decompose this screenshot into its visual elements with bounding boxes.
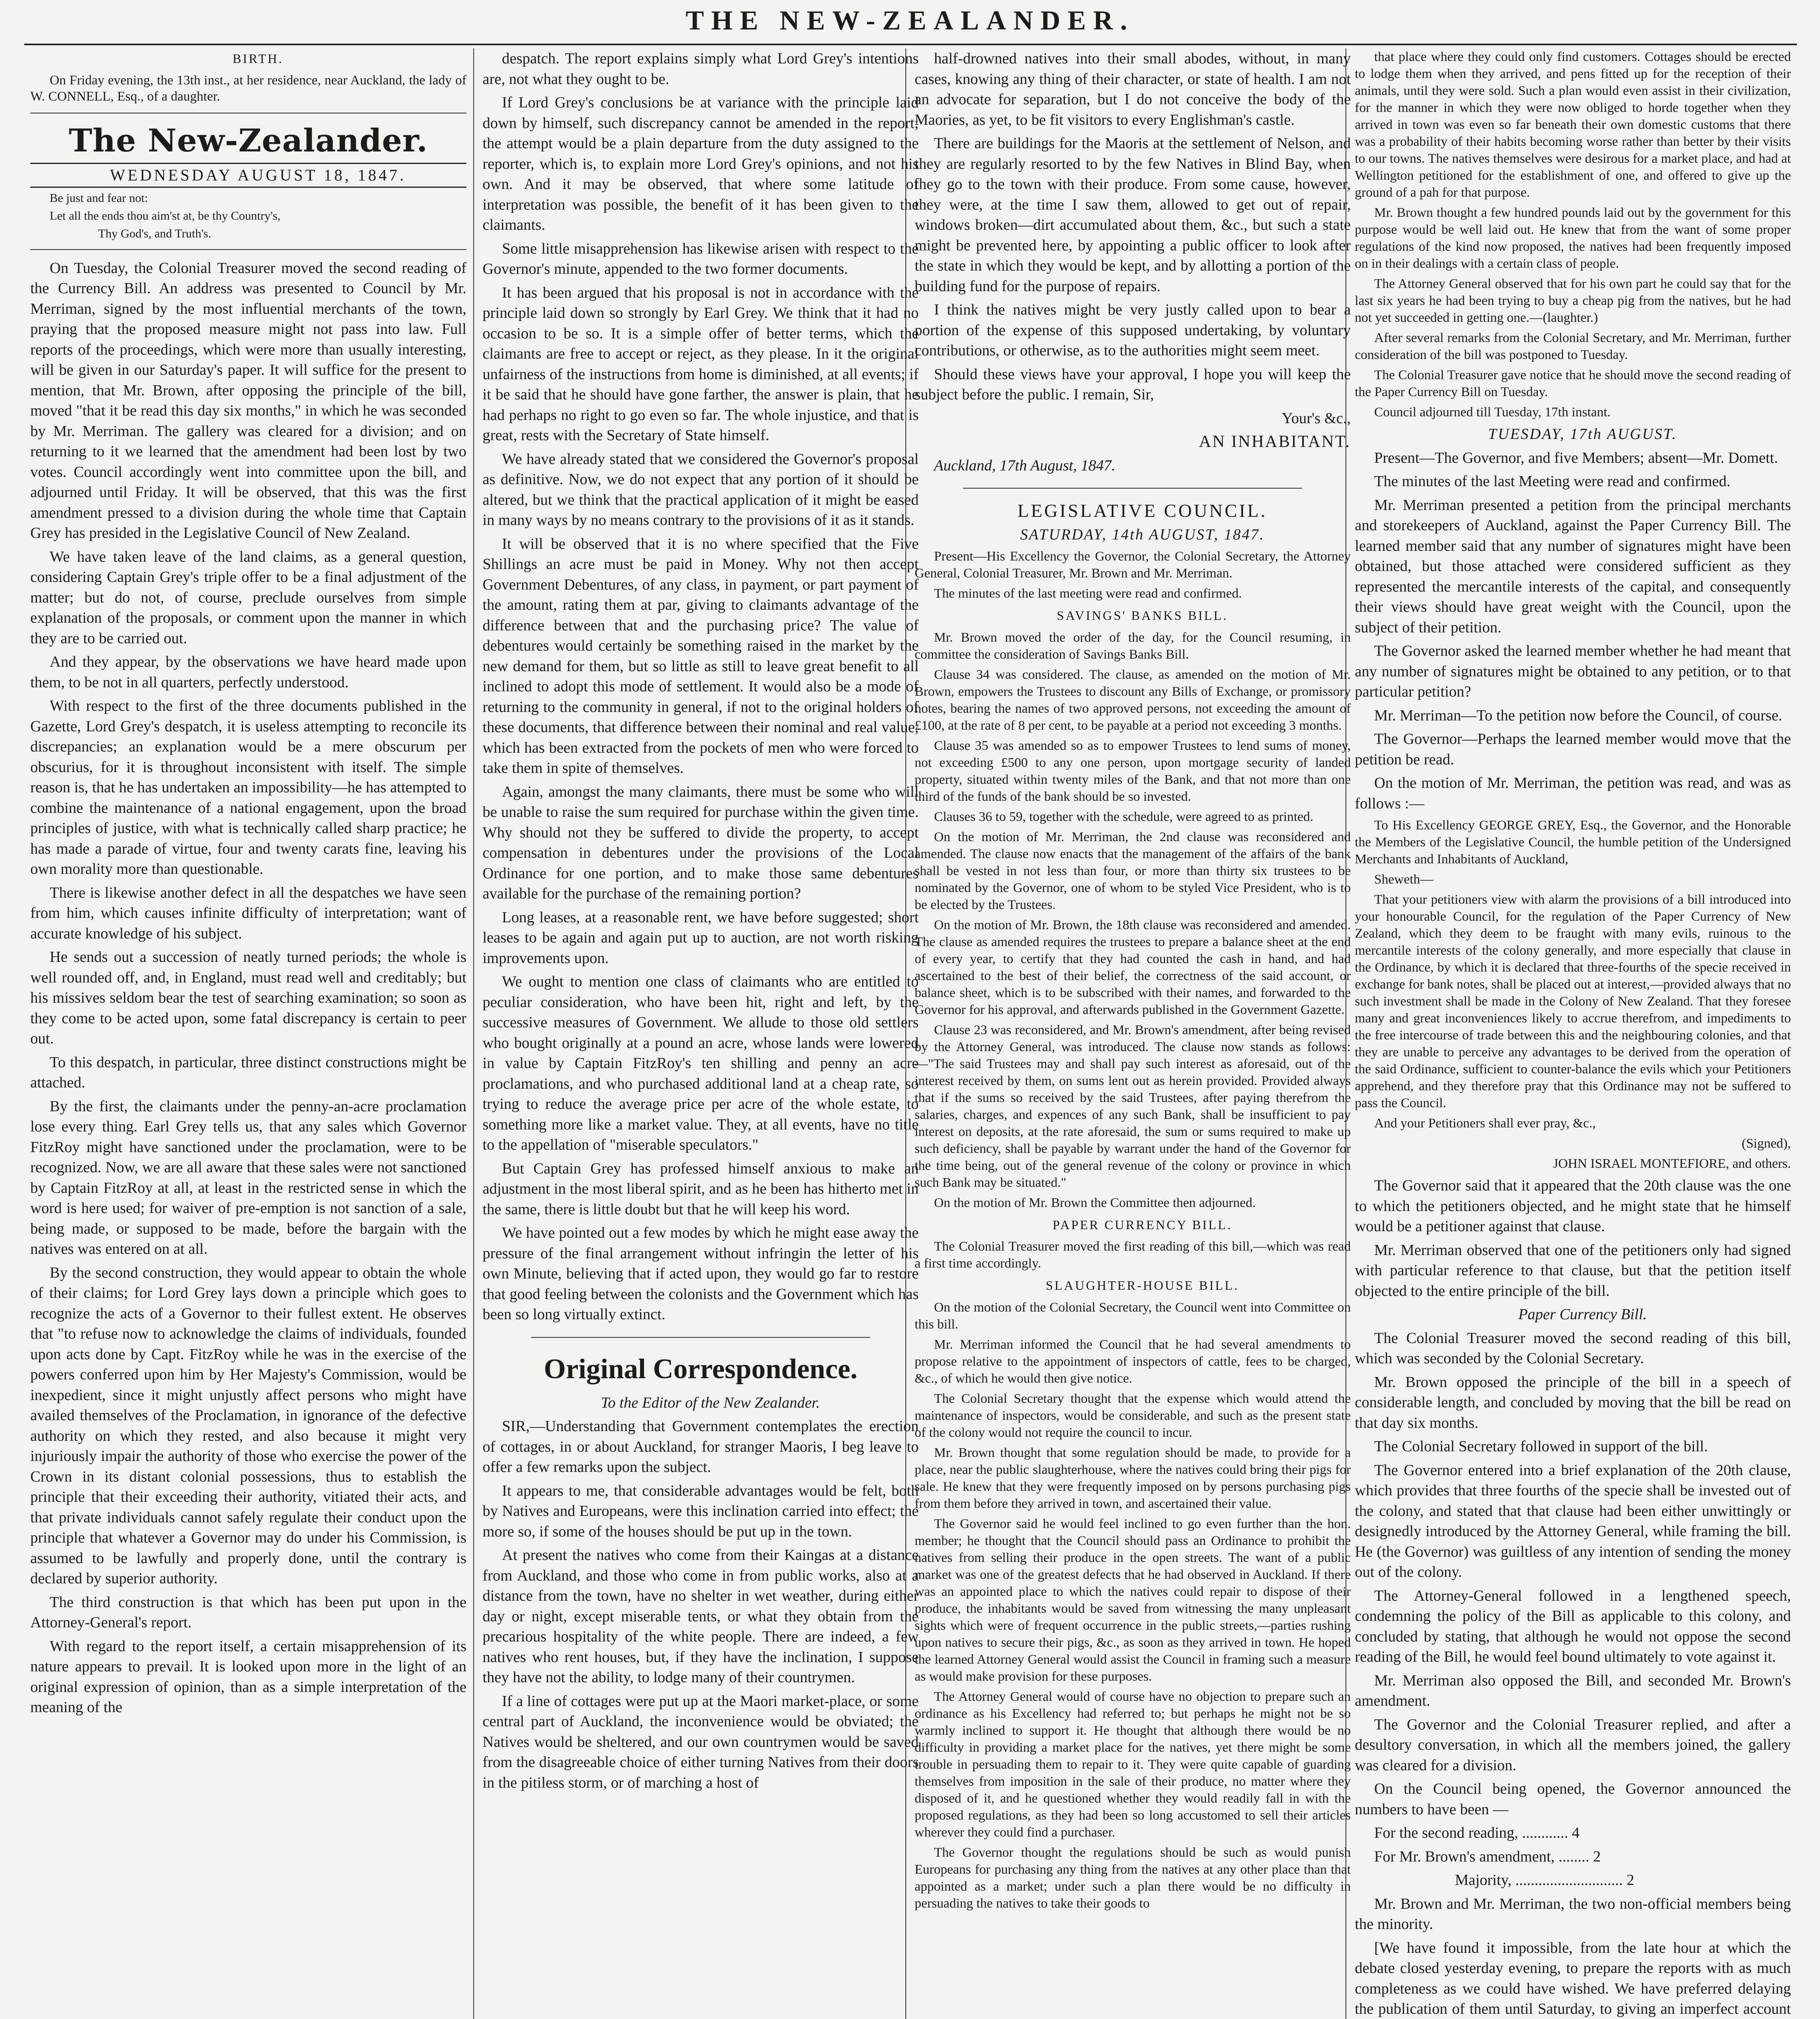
paragraph: On Tuesday, the Colonial Treasurer moved the second reading of the Currency Bill. An address was presented to Council by Mr. Merriman, signed by the most influential merchants of the town, praying that the proposed measure might not pass into law. Full reports of the proceedings, which were more than usually interesting, will be given in our Saturday's paper. It will suffice for the present to mention, that Mr. Brown, after opposing the principle of the bill, moved "that it be read this day six months," in which he was seconded by Mr. Merriman. The gallery was cleared for a division; and on returning to it we learned that the amendment had been lost by two votes. Council accordingly went into committee upon the bill, and adjourned until Friday. It will be observed, that this was the first amendment pressed to a division during the whole time that Captain Grey has presided in the Legislative Council of New Zealand. <box>30 259 466 541</box>
paragraph: Mr. Brown thought that some regulation should be made, to provide for a place, near the public slaughterhouse, where the natives could bring their pigs for sale. He knew that they were frequently imposed on by persons purchasing pigs from them before they arrived in town, and ascertained their value. <box>915 1445 1351 1511</box>
masthead: THE NEW-ZEALANDER. <box>685 5 1135 36</box>
paragraph: Mr. Merriman—To the petition now before the Council, of course. <box>1374 707 1782 724</box>
paragraph: despatch. The report explains simply what Lord Grey's intentions are, not what they ought to be. <box>483 50 919 88</box>
paragraph: The Colonial Treasurer gave notice that he should move the second reading of the Paper Currency Bill on Tuesday. <box>1355 368 1791 399</box>
paragraph: On the motion of Mr. Merriman, the 2nd clause was reconsidered and amended. The clause now enacts that the management of the affairs of the bank shall be vested in not less than four, or more than thirty six trustees to be nominated by the Governor, one of whom to be styled Vice President, who is to be elected by the Trustees. <box>915 829 1351 912</box>
column-3 <box>915 48 1351 2019</box>
paragraph: If a line of cottages were put up at the Maori market-place, or some central part of Auckland, the inconvenience would be obviated; the Natives would be sheltered, and our own countrymen would be saved from the disagreeable choice of either turning Natives from their doors in the pitiless storm, or of marching a host of <box>483 1692 919 1791</box>
paragraph: There are buildings for the Maoris at the settlement of Nelson, and they are regularly resorted to by the few Natives in Blind Bay, when they go to the town with their produce. From some cause, however, they were, at the time I saw them, allowed to get out of repair, windows broken—dirt accumulated about them, &c., but such a state might be prevented here, by appointing a public officer to look after the state in which they would be kept, and by allotting a portion of the building fund for the purpose of repairs. <box>915 135 1351 295</box>
paragraph: After several remarks from the Colonial Secretary, and Mr. Merriman, further consideration of the bill was postponed to Tuesday. <box>1355 331 1791 362</box>
top-rule <box>24 44 1797 45</box>
paragraph: It will be observed that it is no where specified that the Five Shillings an acre must be paid in Money. Why not then accept Government Debentures, of any class, in payment, or part payment of the amount, rating them at par, giving to claimants advantage of the difference between that and the purchasing price? The value of debentures would certainly be something raised in the market by the new demand for them, but so little as still to leave great benefit to all inclined to adopt this mode of settlement. It would also be a mode of returning to the community in general, if not to the original holders of these documents, that difference between their nominal and real value, which has been extracted from the pockets of men who were forced to take them in spite of themselves. <box>483 535 919 777</box>
paragraph: But Captain Grey has professed himself anxious to make an adjustment in the most liberal spirit, and as he been has hitherto met in the same, there is little doubt but that he will keep his word. <box>483 1160 919 1218</box>
savings-bill-text <box>915 629 1351 1211</box>
council-date: SATURDAY, 14th AUGUST, 1847. <box>1020 526 1265 543</box>
petition-text <box>1355 817 1791 1132</box>
paragraph: The Attorney General observed that for his own part he could say that for the last six years he had been trying to buy a cheap pig from the natives, but he had not yet succeeded in getting one.—(laughter.) <box>1355 277 1791 325</box>
letter-date: Auckland, 17th August, 1847. <box>934 457 1115 474</box>
motto-line: Be just and fear not: <box>50 191 148 205</box>
slaughter-house-continued <box>1355 48 1791 421</box>
vote-line: Majority, ............................ 2 <box>1455 1872 1635 1889</box>
paragraph: The Governor entered into a brief explanation of the 20th clause, which provides that three fourths of the specie shall be invested out of the colony, and stated that that clause had been either unwittingly or designedly introduced by the Attorney General, while framing the bill. He (the Governor) was guiltless of any intention of sending the money out of the colony. <box>1355 1461 1791 1580</box>
paragraph: Clause 34 was considered. The clause, as amended on the motion of Mr. Brown, empowers the Trustees to discount any Bills of Exchange, or promissory notes, bearing the names of two approved persons, not exceeding the amount of £100, at the rate of 8 per cent, to be payable at a period not exceeding 3 months. <box>915 667 1351 733</box>
petition-signatories: JOHN ISRAEL MONTEFIORE, and others. <box>1553 1156 1791 1171</box>
paper-currency-heading: PAPER CURRENCY BILL. <box>1052 1217 1232 1232</box>
letter-closing: Your's &c., <box>1282 409 1351 427</box>
paragraph: The Governor thought the regulations should be such as would punish Europeans for purchasing any thing from the natives at any other place than that appointed as a market; under such a plan there would be no difficulty in persuading the natives to take their goods to <box>915 1845 1351 1911</box>
paragraph: The Governor and the Colonial Treasurer replied, and after a desultory conversation, in which all the members joined, the gallery was cleared for a division. <box>1355 1716 1791 1774</box>
paragraph: The Governor—Perhaps the learned member would move that the petition be read. <box>1355 730 1791 768</box>
editorial-note <box>1355 1894 1791 2019</box>
paragraph: At present the natives who come from their Kaingas at a distance from Auckland, and those who come in from public works, also at a distance from the town, have no shelter in wet weather, during either day or night, except miserable tents, or what they obtain from the precarious hospitality of the white people. There are indeed, a few natives who rent houses, but, if they have the inclination, I suppose they have not the ability, to lodge many of their countrymen. <box>483 1547 919 1686</box>
paragraph: There is likewise another defect in all the despatches we have seen from him, which causes infinite difficulty of interpretation; want of accurate knowledge of his subject. <box>30 884 466 942</box>
paragraph: By the second construction, they would appear to obtain the whole of their claims; for Lord Grey lays down a principle which goes to recognize the acts of a Governor to their fullest extent. He observes that "to refuse now to acknowledge the claims of individuals, founded upon acts done by Capt. FitzRoy while he was in the exercise of the powers conferred upon him by Her Majesty's Commission, would be inexpedient, since it might unjustly affect persons who might have availed themselves of the Proclamation, in ignorance of the defective authority on which they rested, and also because it might very injuriously impair the authority of those who exercise the power of the Crown in its distant colonial possessions, thus to establish the principle that their exceeding their authority, vitiated their acts, and that private individuals cannot safely regulate their conduct upon the principle that whatever a Governor may do under his Commission, is assumed to be lawfully and properly done, until the contrary is declared by superior authority. <box>30 1264 466 1587</box>
paragraph: On the motion of Mr. Merriman, the petition was read, and was as follows :— <box>1355 774 1791 812</box>
column-2 <box>483 48 919 2019</box>
divider <box>531 1337 870 1338</box>
paragraph: With respect to the first of the three documents published in the Gazette, Lord Grey's despatch, it is useless attempting to reconcile its discrepancies; an explanation would be a mere obscurum per obscurius, for it is throughout inconsistent with itself. The simple reason is, that he has undertaken an impossibility—he has attempted to combine the maintenance of a national engagement, upon the broad principles of justice, with what is technically called sharp practice; he has made a parade of virtue, four and twenty carats fine, leaving his own morality more than questionable. <box>30 697 466 877</box>
paragraph: The Attorney-General followed in a lengthened speech, condemning the policy of the Bill as applicable to this colony, and concluded by stating, that although he would not oppose the second reading of the Bill, he would feel bound ultimately to vote against it. <box>1355 1587 1791 1665</box>
paragraph: Long leases, at a reasonable rent, we have before suggested; short leases to be again and again put up to auction, are not worth risking improvements upon. <box>483 909 919 967</box>
paragraph: We ought to mention one class of claimants who are entitled to peculiar consideration, who have been hit, right and left, by the successive measures of Government. We allude to those old settlers who bought originally at a pound an acre, whose lands were lowered in value by Captain FitzRoy's ten shilling and penny an acre proclamations, and who purchased additional land at a cheap rate, so trying to reduce the average price per acre of the whole estate, to something more like a market value. They, at all events, have no title to the appellation of "miserable speculators." <box>483 973 919 1153</box>
letter-continued <box>915 48 1351 405</box>
council-heading: LEGISLATIVE COUNCIL. <box>1017 500 1268 521</box>
paragraph: Mr. Merriman informed the Council that he had several amendments to propose relative to the appointment of inspectors of cattle, fees to be charged, &c., of which he would then give notice. <box>915 1337 1351 1386</box>
paragraph: The Governor asked the learned member whether he had meant that any number of signatures might be obtained to any petition, or to that particular petition? <box>1355 642 1791 700</box>
paper-title: The New-Zealander. <box>69 122 428 159</box>
correspondence-heading: Original Correspondence. <box>544 1353 858 1385</box>
paragraph: Mr. Brown and Mr. Merriman, the two non-official members being the minority. <box>1355 1895 1791 1933</box>
paragraph: We have taken leave of the land claims, as a general question, considering Captain Grey's triple offer to be a final adjustment of the matter; but do not, of course, preclude ourselves from simple explanation of the proposals, or comment upon the manner in which they are to be carried out. <box>30 548 466 647</box>
paragraph: To this despatch, in particular, three distinct constructions might be attached. <box>30 1054 466 1091</box>
paragraph: He sends out a succession of neatly turned periods; the whole is well rounded off, and, in England, must read well and creditably; but his missives seldom bear the test of searching examination; so soon as they come to be acted upon, some fatal discrepancy is certain to peer out. <box>30 949 466 1047</box>
column-rule <box>473 48 474 2019</box>
editorial-continued <box>483 48 919 1325</box>
paragraph: On the Council being opened, the Governor announced the numbers to have been — <box>1355 1780 1791 1818</box>
tuesday-date: TUESDAY, 17th AUGUST. <box>1488 426 1677 443</box>
paragraph: The Governor said he would feel inclined to go even further than the hon. member; he thought that the Council should pass an Ordinance to prohibit the natives from selling their produce in the open streets. The want of a public market was one of the greatest defects that he had observed in Auckland. If there was an appointed place to which the natives could repair to dispose of their produce, the inhabitants would be saved from witnessing the many unpleasant sights which were of frequent occurrence in the public streets,—parties rushing upon natives to secure their pigs, &c., as soon as they arrived in town. He hoped the learned Attorney General would assist the Council in framing such a measure as would make provision for these purposes. <box>915 1516 1351 1684</box>
paragraph: SIR,—Understanding that Government contemplates the erection of cottages, in or about Auckland, for stranger Maoris, I beg leave to offer a few remarks upon the subject. <box>483 1418 919 1475</box>
column-4 <box>1355 48 1791 2019</box>
vote-line: For the second reading, ............ 4 <box>1374 1824 1580 1841</box>
letter-body <box>483 1416 919 1793</box>
paragraph: The minutes of the last meeting were read and confirmed. <box>934 586 1242 601</box>
paragraph: We have pointed out a few modes by which he might ease away the pressure of the final arrangement without infringin the letter of his own Minute, believing that if acted upon, they would go far to restore that good feeling between the colonists and the Government which has been so long virtually extinct. <box>483 1224 919 1323</box>
paragraph: With regard to the report itself, a certain misapprehension of its nature appears to prevail. It is looked upon more in the light of an original expression of opinion, than as a simple interpretation of the meaning of the <box>30 1637 466 1716</box>
editorial-body <box>30 258 466 1718</box>
vote-line: For Mr. Brown's amendment, ........ 2 <box>1374 1848 1601 1865</box>
paragraph: Some little misapprehension has likewise arisen with respect to the Governor's minute, appended to the two former documents. <box>483 240 919 277</box>
slaughter-house-heading: SLAUGHTER-HOUSE BILL. <box>1045 1278 1239 1293</box>
letter-signature: AN INHABITANT. <box>1199 432 1351 451</box>
paragraph: Mr. Brown moved the order of the day, for the Council resuming, in committee the consideration of Savings Banks Bill. <box>915 630 1351 662</box>
paragraph: The Colonial Treasurer moved the second reading of this bill, which was seconded by the Colonial Secretary. <box>1355 1329 1791 1367</box>
divider <box>963 488 1302 489</box>
paragraph: Should these views have your approval, I hope you will keep the subject before the public. I remain, Sir, <box>915 365 1351 403</box>
paragraph: We have already stated that we considered the Governor's proposal as definitive. Now, we do not expect that any portion of it should be altered, but we think that the practical application of it might be eased in many ways by no means contrary to the provisions of it as it stands. <box>483 450 919 529</box>
paragraph: Present—His Excellency the Governor, the Colonial Secretary, the Attorney General, Colonial Treasurer, Mr. Brown and Mr. Merriman. <box>915 549 1351 581</box>
paragraph: I think the natives might be very justly called upon to bear a portion of the expense of this supposed undertaking, by voluntary contributions, or otherwise, as to the authorities might seem meet. <box>915 301 1351 359</box>
paragraph: On the motion of Mr. Brown the Committee then adjourned. <box>934 1195 1256 1210</box>
paragraph: To His Excellency GEORGE GREY, Esq., the Governor, and the Honorable the Members of the Legislative Council, the humble petition of the Undersigned Merchants and Inhabitants of Auckland, <box>1355 818 1791 867</box>
paragraph: The third construction is that which has been put upon in the Attorney-General's report. <box>30 1593 466 1631</box>
paragraph: It has been argued that his proposal is not in accordance with the principle laid down so strongly by Earl Grey. We think that it had no occasion to be so. It is a simple offer of better terms, which the claimants are free to accept or reject, as they please. In it the original unfairness of the instructions from home is diminished, at all events; if it be said that he should have gone farther, the answer is plain, that he had perhaps no right to go even so far. The whole injustice, and that is great, rests with the Secretary of State himself. <box>483 284 919 444</box>
paragraph: Clauses 36 to 59, together with the schedule, were agreed to as printed. <box>934 809 1314 824</box>
paper-currency-text <box>915 1238 1351 1272</box>
paragraph: The Governor said that it appeared that the 20th clause was the one to which the petitioners objected, and he might state that he himself would be a petitioner against that clause. <box>1355 1177 1791 1235</box>
paragraph: The Colonial Secretary followed in support of the bill. <box>1374 1438 1708 1455</box>
savings-bill-heading: SAVINGS' BANKS BILL. <box>1057 608 1228 623</box>
divider <box>30 249 466 250</box>
dateline: WEDNESDAY AUGUST 18, 1847. <box>30 163 466 188</box>
petition-signed: (Signed), <box>1742 1136 1791 1151</box>
paragraph: Sheweth— <box>1374 872 1434 887</box>
column-1 <box>30 48 466 2019</box>
birth-heading: BIRTH. <box>232 51 284 66</box>
petition-discussion <box>1355 1175 1791 1301</box>
paragraph: Mr. Brown opposed the principle of the bill in a speech of considerable length, and concluded by moving that the bill be read on that day six months. <box>1355 1373 1791 1431</box>
paragraph: And your Petitioners shall ever pray, &c., <box>1374 1116 1596 1131</box>
birth-notice: On Friday evening, the 13th inst., at her residence, near Auckland, the lady of W. CONNELL, Esq., of a daughter. <box>30 73 466 104</box>
slaughter-house-text <box>915 1299 1351 1912</box>
paper-currency-debate <box>1355 1328 1791 1820</box>
paragraph: Clause 23 was reconsidered, and Mr. Brown's amendment, after being revised by the Attorney General, was introduced. The clause now stands as follows:—"The said Trustees may and shall pay such interest as aforesaid, out of the interest received by them, on sums lent out as herein provided. Provided always that if the sums so received by the said Trustees, after paying therefrom the salaries, charges, and expences of any such Bank, shall be insufficient to pay interest on deposits, at the rate aforesaid, the sum or sums required to make up such deficiency, shall be payable by warrant under the hand of the Governor for the time being, out of the general revenue of the colony or province in which such Bank may be situated." <box>915 1022 1351 1190</box>
paragraph: Mr. Merriman observed that one of the petitioners only had signed with particular reference to that clause, but that the petition itself objected to the entire principle of the bill. <box>1355 1241 1791 1299</box>
paragraph: Again, amongst the many claimants, there must be some who will be unable to raise the sum required for purchase within the given time. Why should not they be suffered to divide the property, to accept compensation in debentures under the provisions of the Local Ordinance for one portion, and to make those same debentures available for the purchase of the remaining portion? <box>483 783 919 902</box>
paragraph: Mr. Merriman also opposed the Bill, and seconded Mr. Brown's amendment. <box>1355 1672 1791 1709</box>
paragraph: that place where they could only find customers. Cottages should be erected to lodge them when they arrived, and pens fitted up for the reception of their animals, until they were sold. Such a plan would even assist in their civilization, for the manner in which they were now obliged to horde together when they arrived in town was even so far beneath their own domestic customs that there was a probability of their habits becoming worse rather than better by their visits to our towns. The natives themselves were desirous for a market place, and had at Wellington petitioned for the establishment of one, and offered to give up the ground of a pah for that purpose. <box>1355 50 1791 200</box>
paragraph: Mr. Merriman presented a petition from the principal merchants and storekeepers of Auckland, against the Paper Currency Bill. The learned member said that any number of signatures might have been obtained, but those attached were considered sufficient as they represented the mercantile interests of the capital, and consequently their views should have great weight with the Council, upon the subject of their petition. <box>1355 496 1791 636</box>
paragraph: [We have found it impossible, from the late hour at which the debate closed yesterday evening, to prepare the reports with as much completeness as we could have wished. We have preferred delaying the publication of them until Saturday, to giving an imperfect account <box>1355 1939 1791 2017</box>
paragraph: By the first, the claimants under the penny-an-acre proclamation lose every thing. Earl Grey tells us, that any sales which Governor FitzRoy might have sanctioned under the proclamation, were to be recognized. Now, we are all aware that these sales were not sanctioned by Captain FitzRoy at all, at least in the restricted sense in which the word is here used; for waiver of pre-emption is not sanction of a sale, being made, or supposed to be made, before the bargain with the natives was entered on at all. <box>30 1098 466 1257</box>
paragraph: And they appear, by the observations we have heard made upon them, to be not in all quarters, perfectly understood. <box>30 653 466 691</box>
paper-currency-bill-heading: Paper Currency Bill. <box>1518 1306 1647 1323</box>
paragraph: Clause 35 was amended so as to empower Trustees to lend sums of money, not exceeding £500 to any one person, upon mortgage security of landed property, situated within twenty miles of the Bank, and that not more than one third of the funds of the bank should be so invested. <box>915 738 1351 804</box>
paragraph: The Colonial Treasurer moved the first reading of this bill,—which was read a first time accordingly. <box>915 1239 1351 1271</box>
paragraph: The Attorney General would of course have no objection to prepare such an ordinance as his Excellency had referred to; but perhaps he might not be so warmly inclined to support it. He thought that although there would be no difficulty in providing a market place for the natives, yet there might be some trouble in persuading them to repair to it. They were quite capable of guarding themselves from imposition in the sale of their produce, no matter where they disposed of it, and he questioned whether they would readily fall in with the proposed regulations, as they had been so long accustomed to sell their articles wherever they could find a purchaser. <box>915 1689 1351 1840</box>
paragraph: The minutes of the last Meeting were read and confirmed. <box>1374 473 1731 490</box>
paragraph: Present—The Governor, and five Members; absent—Mr. Domett. <box>1374 449 1778 466</box>
paragraph: It appears to me, that considerable advantages would be felt, both by Natives and Europeans, were this inclination carried into effect; the more so, if some of the houses should be put up in the town. <box>483 1482 919 1540</box>
motto-line: Thy God's, and Truth's. <box>98 227 212 240</box>
paragraph: If Lord Grey's conclusions be at variance with the principle laid down by himself, such discrepancy cannot be amended in the report; the attempt would be a plain departure from the duty assigned to the reporter, which is, to explain more Lord Grey's opinions, and not his own. And it may be observed, that where some latitude of interpretation was possible, the benefit of it has been given to the claimants. <box>483 94 919 233</box>
council-minutes <box>915 548 1351 602</box>
motto-line: Let all the ends thou aim'st at, be thy Country's, <box>50 209 281 222</box>
paragraph: half-drowned natives into their small abodes, without, in many cases, knowing any thing of their character, or state of health. I am not an advocate for separation, but I do not conceive the body of the Maories, as yet, to be fit visitors to every Englishman's castle. <box>915 50 1351 128</box>
paragraph: Council adjourned till Tuesday, 17th instant. <box>1374 405 1611 420</box>
tuesday-minutes <box>1355 448 1791 814</box>
paragraph: That your petitioners view with alarm the provisions of a bill introduced into your honourable Council, for the regulation of the Paper Currency of New Zealand, which they deem to be fraught with many evils, ruinous to the mercantile interests of the colony generally, and more especially that clause in the Ordinance, by which it is declared that three-fourths of the specie received in exchange for bank notes, shall be placed out at interest,—provided always that no such investment shall be made in the Colony of New Zealand. That they foresee many and great inconveniences likely to accrue therefrom, and impediments to the free intercourse of trade between this and the neighbouring colonies, and that they are unable to perceive any advantages to be derived from the operation of the said Ordinance, sufficient to counter-balance the evils which your Petitioners apprehend, and they therefore pray that this Ordinance may not be suffered to pass the Council. <box>1355 892 1791 1110</box>
paragraph: Mr. Brown thought a few hundred pounds laid out by the government for this purpose would be well laid out. He knew that from the want of some proper regulations of the kind now proposed, the natives had been frequently imposed on in their dealings with a certain class of people. <box>1355 206 1791 271</box>
to-editor-line: To the Editor of the New Zealander. <box>600 1394 820 1411</box>
paragraph: On the motion of the Colonial Secretary, the Council went into Committee on this bill. <box>915 1300 1351 1332</box>
paragraph: The Colonial Secretary thought that the expense which would attend the maintenance of inspectors, would be considerable, and such as the present state of the colony would not require the council to incur. <box>915 1391 1351 1440</box>
paragraph: On the motion of Mr. Brown, the 18th clause was reconsidered and amended. The clause as amended requires the trustees to prepare a balance sheet at the end of every year, to certify that they had counted the cash in hand, and had ascertained to the best of their belief, the correctness of the said account, or balance sheet, which is to be subscribed with their names, and forwarded to the Governor for his approval, and afterwards published in the Government Gazette. <box>915 917 1351 1017</box>
